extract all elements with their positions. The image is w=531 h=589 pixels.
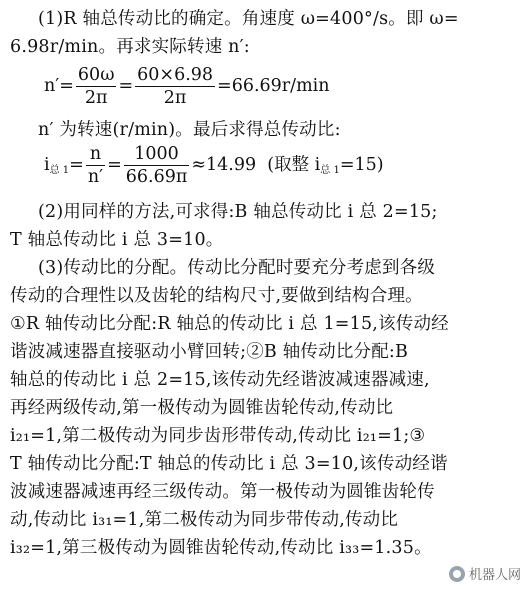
eq2-equals: =	[107, 155, 122, 175]
watermark	[449, 564, 521, 583]
eq1-result: =66.69r/min	[217, 76, 330, 96]
p2-line-2: T 轴总传动比 i 总 3=10。	[10, 230, 224, 250]
eq2-lhs-i: i	[44, 155, 50, 175]
p1-line-2: 6.98r/min。再求实际转速 n′:	[10, 37, 250, 57]
p3-line-1: (3)传动比的分配。传动比分配时要充分考虑到各级	[38, 258, 436, 278]
eq2-frac2-denominator: 66.69π	[125, 167, 188, 187]
eq1-lhs: n′=	[44, 76, 74, 96]
eq1-frac1-denominator: 2π	[84, 88, 108, 108]
p3-line-8: T 轴传动比分配:T 轴总的传动比 i 总 3=10,该传动经谐	[10, 454, 448, 474]
eq2-note: (取整 i	[267, 155, 321, 175]
eq2-frac2-numerator: 1000	[124, 143, 190, 166]
p1-line-1: (1)R 轴总传动比的确定。角速度 ω=400°/s。即 ω=	[38, 9, 459, 29]
eq1-fraction-1	[76, 64, 117, 109]
p3-line-6: 再经两级传动,第一极传动为圆锥齿轮传动,传动比	[10, 398, 394, 418]
eq2-result: ≈14.99	[191, 155, 257, 175]
eq2-note-subscript: 总 1	[320, 165, 340, 176]
eq2-note-end: =15)	[339, 155, 384, 175]
p3-line-3: ①R 轴传动比分配:R 轴总的传动比 i 总 1=15,该传动经	[10, 314, 449, 334]
p3-line-2: 传动的合理性以及齿轮的结构尺寸,要做到结构合理。	[10, 286, 423, 306]
eq2-frac1-denominator: n′	[87, 167, 104, 187]
eq1-frac2-numerator: 60×6.98	[137, 65, 214, 85]
eq1-frac2-denominator: 2π	[163, 88, 187, 108]
eq1-fraction-2	[135, 64, 215, 109]
p1-line-3: n′ 为转速(r/min)。最后求得总传动比:	[38, 120, 341, 140]
eq1-equals: =	[118, 76, 134, 96]
p3-line-11: i₃₂=1,第三极传动为圆锥齿轮传动,传动比 i₃₃=1.35。	[10, 538, 432, 558]
p3-line-7: i₂₁=1,第二极传动为同步齿形带传动,传动比 i₂₁=1;③	[10, 426, 426, 446]
eq2-lhs-subscript: 总 1	[49, 165, 70, 176]
eq2-fraction-1	[86, 143, 105, 188]
p3-line-9: 波减速器减速再经三级传动。第一极传动为圆锥齿轮传	[10, 482, 435, 502]
p3-line-10: 动,传动比 i₃₁=1,第二极传动为同步带传动,传动比	[10, 510, 399, 530]
equation-ratio	[44, 143, 384, 188]
p3-line-4: 谐波减速器直接驱动小臂回转;②B 轴传动比分配:B	[10, 342, 409, 362]
robot-logo-icon	[449, 566, 465, 582]
equation-speed	[44, 64, 330, 109]
eq2-frac1-numerator: n	[86, 143, 105, 166]
p3-line-5: 轴总的传动比 i 总 2=15,该传动先经谐波减速器减速,	[10, 370, 430, 390]
watermark-text: 机器人网	[468, 568, 521, 583]
eq2-lhs-equals: =	[69, 155, 84, 175]
eq2-fraction-2	[124, 143, 190, 188]
p2-line-1: (2)用同样的方法,可求得:B 轴总传动比 i 总 2=15;	[38, 202, 438, 222]
eq1-frac1-numerator: 60ω	[77, 65, 115, 85]
